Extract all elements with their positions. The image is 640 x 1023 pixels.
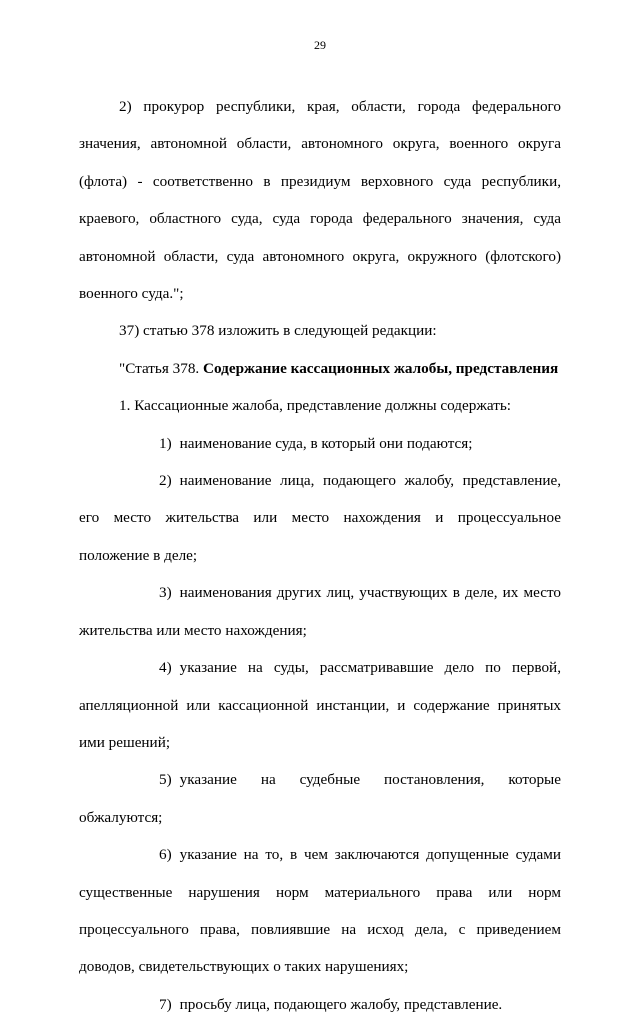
list-item-text: указание на судебные постановления, которые обжалуются; [79, 771, 561, 826]
list-item-text: наименование лица, подающего жалобу, представление, его место жительства или место нахождения и процессуальное положение в деле; [79, 472, 561, 564]
list-item [79, 986, 561, 1023]
list-item-number: 4) [159, 659, 172, 677]
document-body [79, 88, 561, 1023]
list-item-text: просьбу лица, подающего жалобу, представление. [179, 995, 503, 1013]
list-item [79, 836, 561, 986]
list-item-number: 6) [159, 846, 172, 864]
list-item-number: 1) [159, 434, 172, 452]
article-title: Содержание кассационных жалобы, представления [203, 359, 559, 377]
list-item-number: 5) [159, 771, 172, 789]
page-number: 29 [314, 38, 326, 52]
list-item-text: наименование суда, в который они подаются; [179, 434, 473, 452]
list-item-number: 3) [159, 584, 172, 602]
list-item [79, 761, 561, 836]
list-item-text: указание на суды, рассматривавшие дело по первой, апелляционной или кассационной инстанции, и содержание принятых ими решений; [79, 659, 561, 751]
paragraph-prosecutor: 2) прокурор республики, края, области, города федерального значения, автономной области, автономного округа, военного округа (флота) - соответственно в президиум верховного суда республики, краевого, областного суда, суда города федерального значения, суда автономной области, суда автономного округа, окружного (флотского) военного суда."; [79, 98, 561, 303]
list-item [79, 425, 561, 462]
list-item [79, 649, 561, 761]
list-item [79, 574, 561, 649]
article-heading [79, 350, 561, 387]
list-item [79, 462, 561, 574]
list-item-number: 2) [159, 472, 172, 490]
list-item-text: указание на то, в чем заключаются допущенные судами существенные нарушения норм материального права или норм процессуального права, повлиявшие на исход дела, с приведением доводов, свидетельствующих о таких нарушениях; [79, 846, 561, 976]
paragraph-amendment-37: 37) статью 378 изложить в следующей редакции: [119, 322, 437, 340]
list-item-number: 7) [159, 995, 172, 1013]
list-item-text: наименования других лиц, участвующих в деле, их место жительства или место нахождения; [79, 584, 561, 639]
paragraph-clause-1: 1. Кассационные жалоба, представление должны содержать: [119, 397, 511, 415]
article-number: "Статья 378. [119, 359, 204, 377]
